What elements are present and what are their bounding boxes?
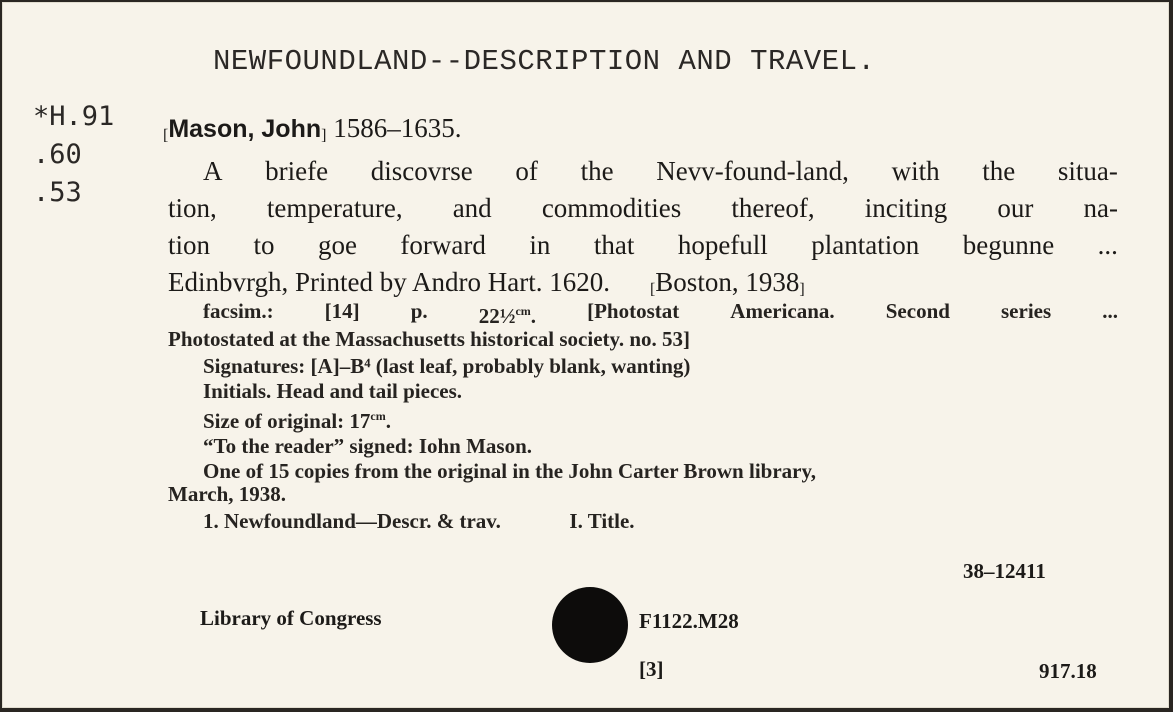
title-word: briefe bbox=[265, 156, 329, 186]
size-unit: cm bbox=[370, 409, 386, 423]
collation-size bbox=[479, 300, 536, 328]
call-number-line: *H.91 bbox=[33, 101, 115, 132]
class-number: F1122.M28 bbox=[639, 609, 739, 633]
size-value: 22½ bbox=[478, 304, 516, 328]
title-word: inciting bbox=[864, 193, 948, 223]
title-word: the bbox=[580, 156, 614, 186]
title-word: ... bbox=[1097, 230, 1118, 260]
catalog-card bbox=[2, 2, 1169, 708]
title-tracing: I. Title. bbox=[569, 509, 635, 533]
author-close-bracket: ] bbox=[321, 127, 327, 144]
size-label: Size of original: 17 bbox=[203, 409, 371, 433]
issue-mark: [3] bbox=[639, 657, 664, 681]
collation-text: facsim.: bbox=[203, 299, 274, 323]
reprint-text: Boston, 1938 bbox=[655, 267, 800, 297]
size-note bbox=[168, 405, 1118, 433]
copies-note-cont: March, 1938. bbox=[168, 482, 287, 506]
title-word: tion, bbox=[168, 193, 217, 223]
bracket: [ bbox=[649, 281, 656, 298]
title-word: tion bbox=[168, 230, 211, 260]
collation-text: p. bbox=[410, 299, 428, 323]
title-word: begunne bbox=[962, 230, 1055, 260]
title-word: that bbox=[593, 230, 635, 260]
call-number bbox=[33, 98, 114, 212]
title-word: goe bbox=[317, 230, 357, 260]
title-word: to bbox=[253, 230, 275, 260]
title-word: the bbox=[982, 156, 1016, 186]
title-line bbox=[168, 153, 1118, 190]
author-name: Mason, John bbox=[168, 115, 322, 143]
title-word: temperature, bbox=[266, 193, 403, 223]
author-open-bracket: [ bbox=[163, 127, 169, 144]
title-word: in bbox=[529, 230, 551, 260]
call-number-line: .60 bbox=[33, 139, 82, 170]
title-word: na- bbox=[1083, 193, 1118, 223]
signatures-note: Signatures: [A]–B⁴ (last leaf, probably blank, wanting) bbox=[203, 354, 691, 378]
imprint: Edinbvrgh, Printed by Andro Hart. 1620. bbox=[168, 267, 610, 297]
reader-note: “To the reader” signed: Iohn Mason. bbox=[203, 434, 533, 458]
call-number-line: .53 bbox=[33, 177, 82, 208]
title-word: plantation bbox=[811, 230, 920, 260]
dewey-number: 917.18 bbox=[1039, 659, 1097, 683]
series-text: series bbox=[1001, 299, 1052, 323]
lccn-number: 38–12411 bbox=[963, 559, 1046, 583]
initials-note: Initials. Head and tail pieces. bbox=[203, 379, 463, 403]
title-word: forward bbox=[400, 230, 486, 260]
size-end: . bbox=[385, 409, 391, 433]
title-word: with bbox=[891, 156, 940, 186]
series-text: Second bbox=[885, 299, 950, 323]
punch-hole bbox=[552, 587, 628, 663]
copies-note: One of 15 copies from the original in the John Carter Brown library, bbox=[203, 459, 817, 483]
collation-text: [14] bbox=[324, 299, 360, 323]
series-text: [Photostat bbox=[587, 299, 680, 323]
subject-heading: NEWFOUNDLAND--DESCRIPTION AND TRAVEL. bbox=[213, 45, 876, 78]
title-line bbox=[168, 227, 1118, 264]
title-word: thereof, bbox=[731, 193, 815, 223]
bracket: ] bbox=[799, 281, 805, 298]
title-word: our bbox=[997, 193, 1034, 223]
title-word: and bbox=[452, 193, 492, 223]
series-text: Americana. bbox=[730, 299, 835, 323]
title-statement bbox=[168, 153, 1118, 308]
series-text: ... bbox=[1102, 299, 1118, 323]
title-word: A bbox=[203, 156, 223, 186]
notes-block bbox=[168, 300, 1118, 533]
title-word: Nevv-found-land, bbox=[656, 156, 849, 186]
title-word: situa- bbox=[1057, 156, 1118, 186]
title-line bbox=[168, 190, 1118, 227]
author-entry bbox=[163, 113, 461, 145]
title-word: of bbox=[515, 156, 538, 186]
size-unit: cm bbox=[515, 304, 531, 318]
library-name: Library of Congress bbox=[200, 606, 382, 630]
size-end: . bbox=[530, 304, 537, 328]
title-word: discovrse bbox=[370, 156, 473, 186]
title-word: commodities bbox=[541, 193, 682, 223]
series-line: Photostated at the Massachusetts historical society. no. 53] bbox=[168, 327, 691, 351]
author-dates: 1586–1635. bbox=[333, 113, 462, 143]
tracings bbox=[168, 510, 1118, 533]
collation-line bbox=[168, 300, 1118, 328]
title-word: hopefull bbox=[677, 230, 768, 260]
subject-tracing: 1. Newfoundland—Descr. & trav. bbox=[203, 509, 501, 533]
